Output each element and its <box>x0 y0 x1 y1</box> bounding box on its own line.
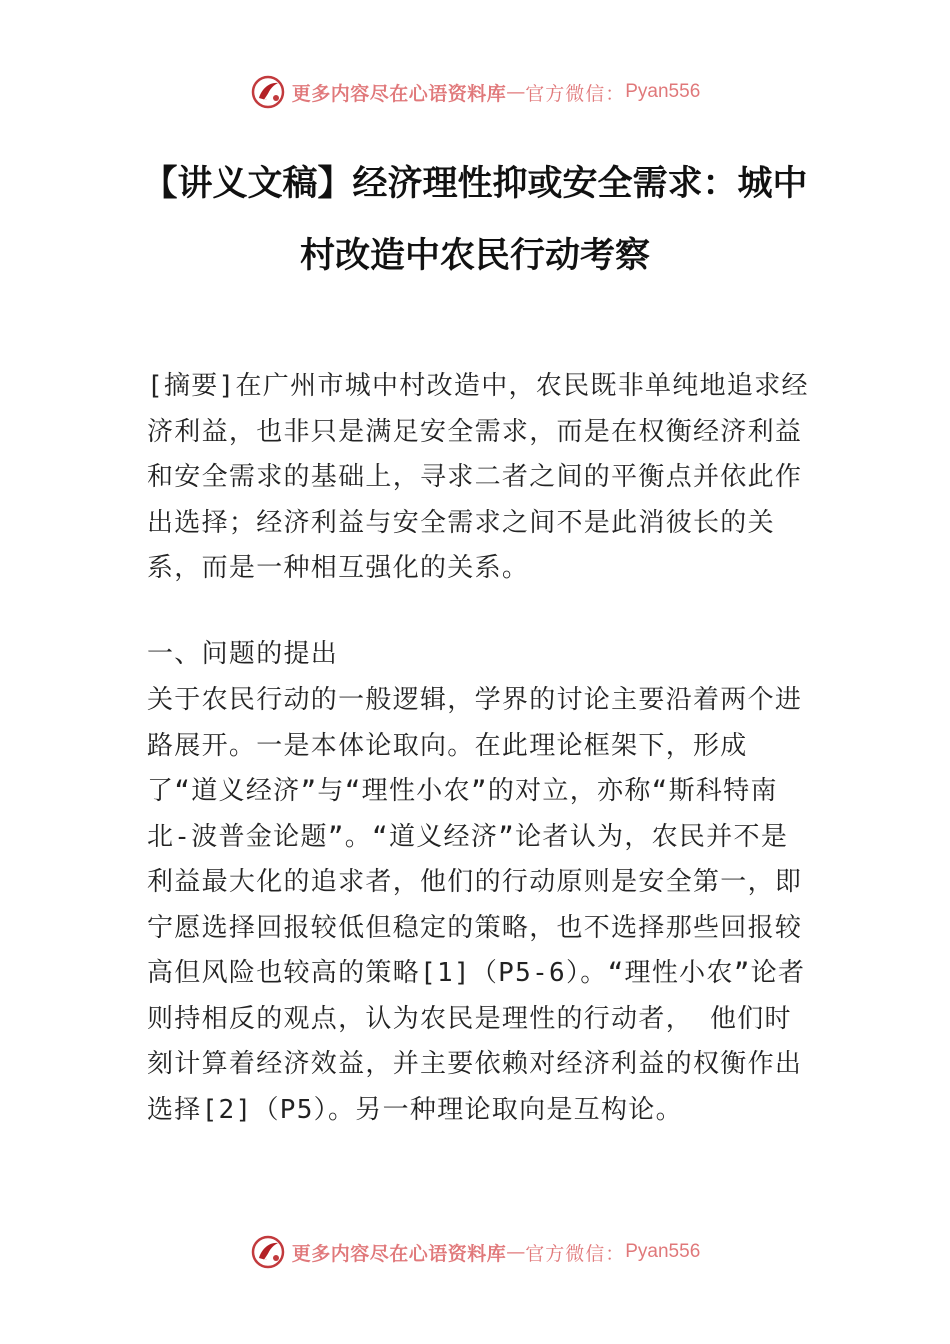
footer-banner <box>0 1232 950 1272</box>
wechat-id: Pyan556 <box>625 81 701 102</box>
wechat-label: 官方微信： <box>525 82 626 105</box>
banner-separator: — <box>506 1241 526 1263</box>
body-paragraph: 关于农民行动的一般逻辑，学界的讨论主要沿着两个进路展开。一是本体论取向。在此理论框架下，形成了“道义经济”与“理性小农”的对立，亦称“斯科特南北-波普金论题”。“道义经济”论者认为，农民并不是利益最大化的追求者，他们的行动原则是安全第一，即宁愿选择回报较低但稳定的策略，也不选择那些回报较高但风险也较高的策略[1]（P5-6）。“理性小农”论者则持相反的观点，认为农民是理性的行动者， 他们时刻计算着经济效益，并主要依赖对经济利益的权衡作出选择[2]（P5）。另一种理论取向是互构论。 <box>147 685 806 1125</box>
header-banner <box>0 72 950 112</box>
brand-logo-icon <box>250 74 286 110</box>
banner-separator: — <box>506 81 526 103</box>
brand-text: 更多内容尽在心语资料库 <box>291 1242 507 1265</box>
wechat-label: 官方微信： <box>525 1242 626 1265</box>
abstract-paragraph: [摘要]在广州市城中村改造中，农民既非单纯地追求经济利益，也非只是满足安全需求，而是在权衡经济利益和安全需求的基础上，寻求二者之间的平衡点并依此作出选择；经济利益与安全需求之间不是此消彼长的关系，而是一种相互强化的关系。 <box>147 371 809 583</box>
wechat-id: Pyan556 <box>625 1241 701 1262</box>
document-title: 【讲义文稿】经济理性抑或安全需求：城中村改造中农民行动考察 <box>142 164 808 276</box>
section-heading: 一、问题的提出 <box>147 639 339 669</box>
brand-text: 更多内容尽在心语资料库 <box>291 82 507 105</box>
brand-logo-icon <box>250 1234 286 1270</box>
